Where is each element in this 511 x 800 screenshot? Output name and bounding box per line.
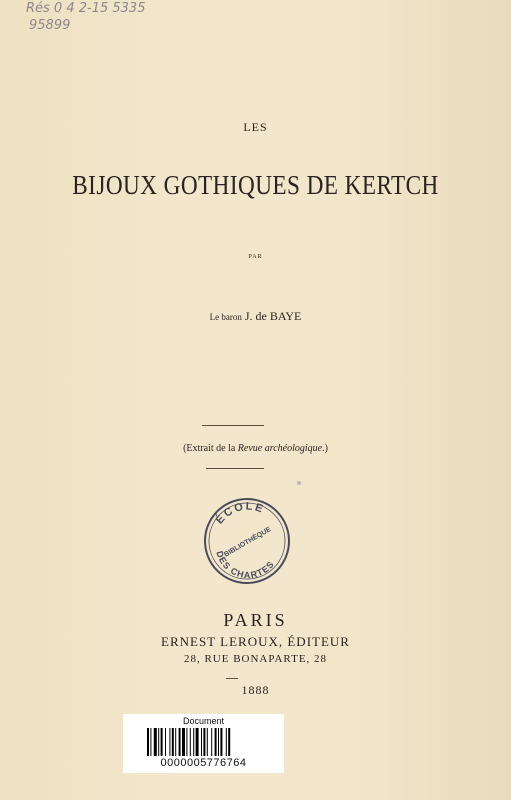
author-line: [0, 309, 511, 324]
by-label: PAR: [248, 254, 263, 260]
label-title: Document: [182, 716, 225, 726]
extract-note: [0, 443, 511, 454]
extract-journal: Revue archéologique: [237, 443, 323, 454]
book-title: BIJOUX GOTHIQUES DE KERTCH: [72, 170, 439, 200]
stamp-bottom-text: DES CHARTES: [214, 549, 277, 581]
ink-spot: [297, 481, 301, 485]
imprint-publisher: ERNEST LEROUX, ÉDITEUR: [161, 634, 350, 649]
rule-year: [226, 678, 238, 679]
label-number: 0000005776764: [160, 757, 247, 769]
barcode: [147, 728, 261, 756]
rule-top: [202, 425, 264, 426]
extract-suffix: .): [322, 443, 328, 454]
rule-bottom: [206, 468, 264, 469]
svg-text:ÉCOLE: [213, 501, 266, 527]
shelfmark-line-1: Rés 0 4 2-15 5335: [26, 1, 146, 16]
handwritten-shelfmark: [26, 0, 145, 34]
barcode-label: [123, 714, 284, 773]
stamp-middle-text: BIBLIOTHÈQUE: [223, 526, 273, 559]
extract-prefix: (Extrait de la: [183, 443, 238, 454]
author-prefix: Le baron: [209, 312, 242, 322]
title-article: LES: [243, 120, 268, 134]
shelfmark-line-2: 95899: [29, 18, 71, 33]
imprint-city: PARIS: [223, 610, 288, 630]
stamp-top-text: ÉCOLE: [213, 500, 267, 527]
imprint-address: 28, RUE BONAPARTE, 28: [183, 653, 328, 665]
imprint-year: 1888: [241, 683, 270, 697]
author-name: J. de BAYE: [244, 309, 302, 323]
library-stamp: [202, 496, 292, 586]
